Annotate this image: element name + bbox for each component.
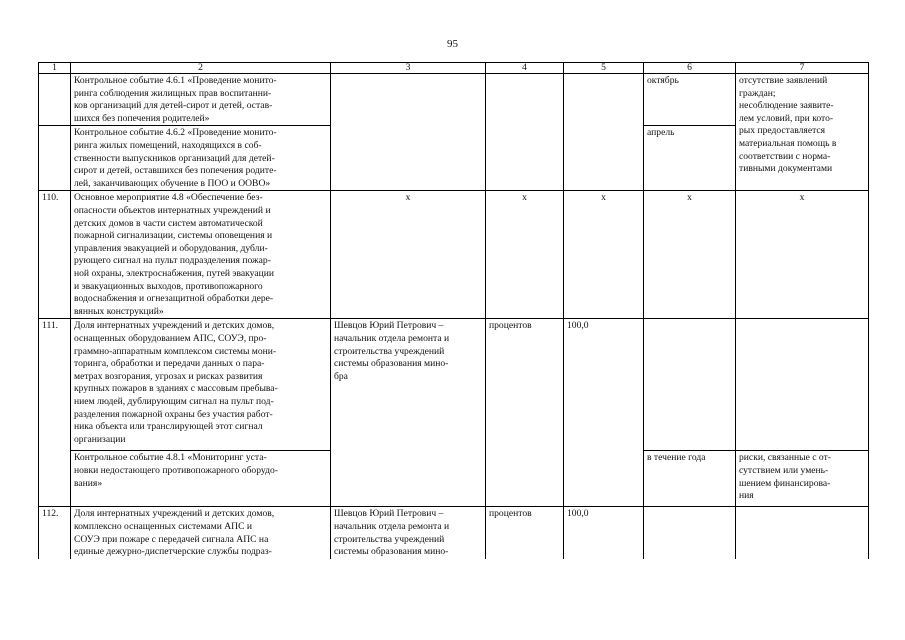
- table-row: [39, 319, 869, 451]
- measure-4-8-col3: х: [331, 191, 486, 319]
- indicator-111-value: 100,0: [564, 319, 644, 507]
- column-header-5: 5: [564, 63, 644, 74]
- event-4-6-2-deadline: апрель: [644, 126, 736, 191]
- event-4-8-1-deadline: в течение года: [644, 451, 736, 507]
- measure-4-8-col6: х: [644, 191, 736, 319]
- event-4-8-1-risks: риски, связанные с от- сутствием или умень- шением финансирова- ния: [736, 451, 869, 507]
- row-number-110: 110.: [39, 191, 71, 319]
- table-row: [39, 74, 869, 126]
- indicator-111-col6: [644, 319, 736, 451]
- event-4-8-1-name: Контрольное событие 4.8.1 «Мониторинг уста- новки недостающего противопожарного оборудо- вания»: [71, 451, 331, 507]
- event-4-6-1-name: Контрольное событие 4.6.1 «Проведение монито- ринга соблюдения жилищных прав воспитанни- ков организаций для детей-сирот и детей, остав- шихся без попечения родителей»: [71, 74, 331, 126]
- row-number-cell: [39, 74, 71, 126]
- value-cell: [564, 74, 644, 191]
- column-header-3: 3: [331, 63, 486, 74]
- column-header-4: 4: [486, 63, 564, 74]
- measure-4-8-col5: х: [564, 191, 644, 319]
- column-header-7: 7: [736, 63, 869, 74]
- indicator-112-unit: процентов: [486, 507, 564, 559]
- measure-4-8-col4: х: [486, 191, 564, 319]
- event-4-6-1-deadline: октябрь: [644, 74, 736, 126]
- measure-4-8-name: Основное мероприятие 4.8 «Обеспечение без- опасности объектов интернатных учреждений и детских домов в части систем автоматической пожарной сигнализации, системы оповещения и управления эвакуацией и оборудования, дубли- рующего сигнал на пульт подразделения пожар- ной охраны, электроснабжения, путей эвакуации и эвакуационных выходов, противопожарного водоснабжения и огнезащитной обработки дере- вянных конструкций»: [71, 191, 331, 319]
- unit-cell: [486, 74, 564, 191]
- indicator-111-unit: процентов: [486, 319, 564, 507]
- indicator-112-responsible: Шевцов Юрий Петрович – начальник отдела ремонта и строительства учреждений системы образования мино-: [331, 507, 486, 559]
- indicator-111-col7: [736, 319, 869, 451]
- row-number-111: 111.: [39, 319, 71, 507]
- responsible-cell: [331, 74, 486, 191]
- event-4-6-2-name: Контрольное событие 4.6.2 «Проведение монито- ринга жилых помещений, находящихся в соб- ственности выпускников организаций для детей- сирот и детей, оставшихся без попечения родите- лей, заканчивающих обучение в ПОО и ООВО»: [71, 126, 331, 191]
- indicator-112-col7: [736, 507, 869, 559]
- row-number-cell: [39, 126, 71, 191]
- indicator-111-responsible: Шевцов Юрий Петрович – начальник отдела ремонта и строительства учреждений системы образования мино- бра: [331, 319, 486, 507]
- indicator-112-col6: [644, 507, 736, 559]
- indicator-112-name: Доля интернатных учреждений и детских домов, комплексно оснащенных системами АПС и СОУЭ при пожаре с передачей сигнала АПС на единые дежурно-диспетчерские службы подраз-: [71, 507, 331, 559]
- page-number: 95: [447, 38, 458, 50]
- indicator-112-value: 100,0: [564, 507, 644, 559]
- indicator-111-name: Доля интернатных учреждений и детских домов, оснащенных оборудованием АПС, СОУЭ, про- граммно-аппаратным комплексом системы мони- торинга, обработки и передачи данных о пара- метрах возгорания, угрозах и рисках развития крупных пожаров в зданиях с массовым пребыва- нием людей, дублирующим сигнал на пульт под- разделения пожарной охраны без участия работ- ника объекта или транслирующей этот сигнал организации: [71, 319, 331, 451]
- event-4-6-risks: отсутствие заявлений граждан; несоблюдение заявите- лем условий, при кото- рых предоставляется материальная помощь в соответствии с норма- тивными документами: [736, 74, 869, 191]
- measure-4-8-col7: х: [736, 191, 869, 319]
- table-row: [39, 507, 869, 559]
- program-table: [38, 62, 869, 559]
- column-header-1: 1: [39, 63, 71, 74]
- column-header-6: 6: [644, 63, 736, 74]
- column-number-row: [39, 63, 869, 74]
- table-row: [39, 191, 869, 319]
- row-number-112: 112.: [39, 507, 71, 559]
- column-header-2: 2: [71, 63, 331, 74]
